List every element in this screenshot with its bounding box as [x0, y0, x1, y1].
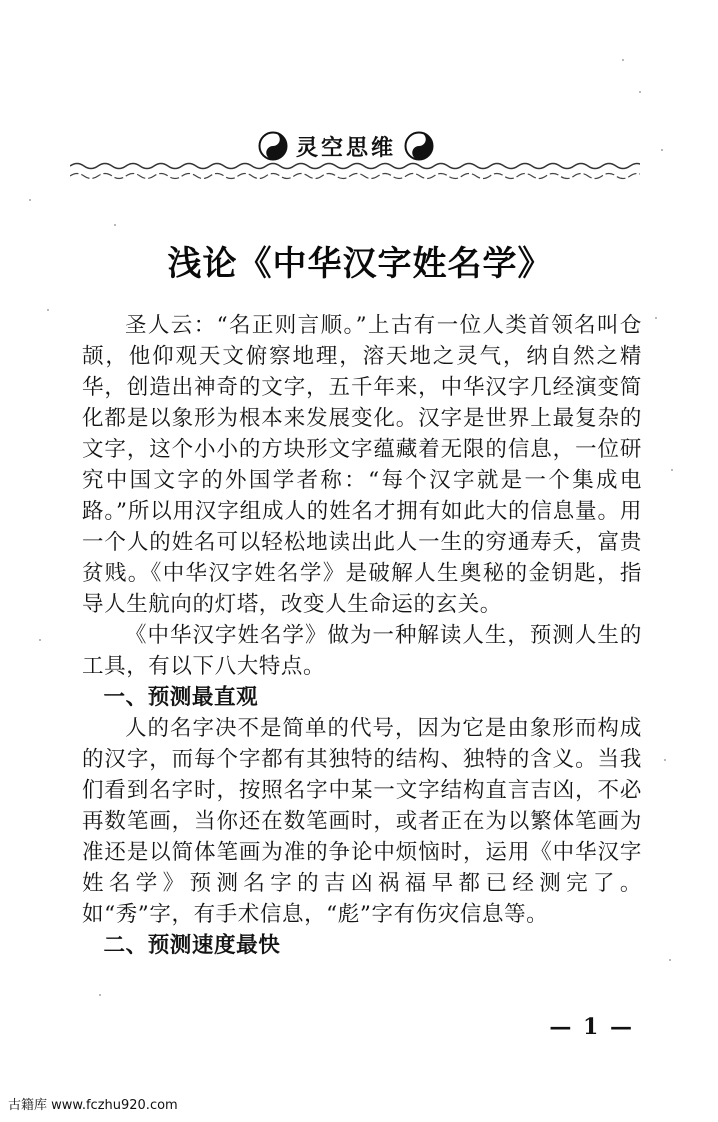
paragraph: 人的名字决不是简单的代号，因为它是由象形而构成的汉字，而每个字都有其独特的结构、独特的含义。当我们看到名字时，按照名字中某一文字结构直言吉凶，不必再数笔画，当你还在数笔画时，或者正在为以繁体笔画为准还是以简体笔画为准的争论中烦恼时，运用《中华汉字姓名学》预测名字的吉凶祸福早都已经测完了。如“秀”字，有手术信息，“彪”字有伤灾信息等。 [82, 716, 642, 927]
yin-yang-icon [258, 131, 288, 161]
article-title: 浅论《中华汉字姓名学》 [167, 244, 553, 284]
yin-yang-icon [404, 131, 434, 161]
site-watermark: 古籍库 www.fczhu920.com [8, 1098, 178, 1113]
section-header [246, 128, 446, 164]
decorative-wave-divider [70, 160, 640, 184]
paragraph: 《中华汉字姓名学》做为一种解读人生，预测人生的工具，有以下八大特点。 [82, 623, 642, 679]
paragraph: 圣人云：“名正则言顺。”上古有一位人类首领名叫仓颉，他仰观天文俯察地理，溶天地之灵气，纳自然之精华，创造出神奇的文字，五千年来，中华汉字几经演变简化都是以象形为根本来发展变化。汉字是世界上最复杂的文字，这个小小的方块形文字蕴藏着无限的信息，一位研究中国文字的外国学者称：“每个汉字就是一个集成电路。”所以用汉字组成人的姓名才拥有如此大的信息量。用一个人的姓名可以轻松地读出此人一生的穷通寿夭，富贵贫贱。《中华汉字姓名学》是破解人生奥秘的金钥匙，指导人生航向的灯塔，改变人生命运的玄关。 [82, 313, 642, 617]
page-number: — 1 — [549, 1014, 634, 1040]
article-body [82, 310, 642, 961]
section-heading: 一、预测最直观 [103, 685, 259, 710]
header-title: 灵空思维 [295, 134, 396, 161]
section-heading: 二、预测速度最快 [103, 933, 281, 958]
